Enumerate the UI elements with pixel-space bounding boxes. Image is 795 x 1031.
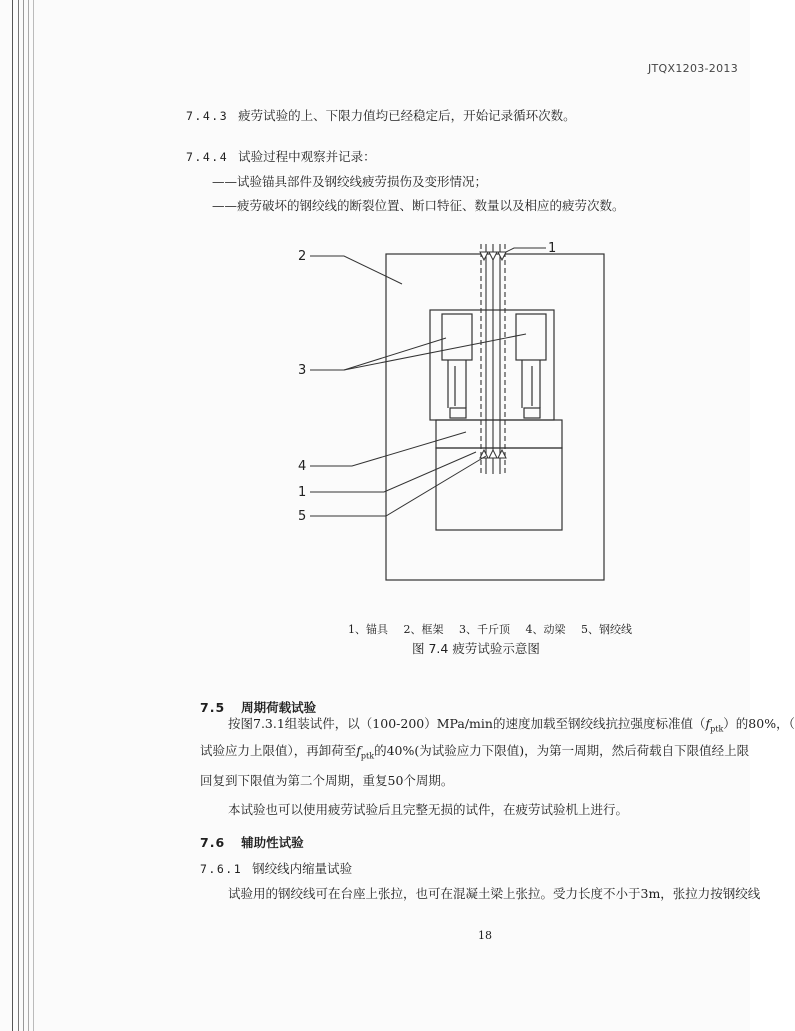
figure-caption: 图 7.4 疲劳试验示意图 [412,641,540,656]
clause-number: 7.4.3 [186,109,229,123]
section-number: 7.5 [200,700,226,715]
right-jack-base [524,408,540,418]
paragraph-line: 试验用的钢绞线可在台座上张拉，也可在混凝土梁上张拉。受力长度不小于3m，张拉力按钢绞线 [228,886,761,901]
figure-legend [348,621,644,637]
clause-7-4-3 [186,106,576,124]
page-stack-edges [0,0,40,1031]
legend-item: 2、框架 [403,623,444,636]
left-jack-cylinder [442,314,472,360]
dynamic-beam [436,420,562,448]
clause-7-4-4 [186,147,376,165]
callout-4: 4 [298,459,307,474]
legend-item: 5、钢绞线 [581,623,632,636]
section-title: 辅助性试验 [241,835,304,850]
lower-box [436,448,562,530]
legend-item: 3、千斤顶 [459,623,510,636]
observation-item-2: ——疲劳破坏的钢绞线的断裂位置、断口特征、数量以及相应的疲劳次数。 [212,198,625,213]
callout-1: 1 [298,485,307,500]
section-7-6-heading [200,833,304,851]
clause-number: 7.4.4 [186,150,229,164]
clause-7-6-1 [200,859,352,877]
right-jack-cylinder [516,314,546,360]
paragraph-line: 试验应力上限值），再卸荷至$f_{ptk}$的40%(为试验应力下限值)，为第一周期，然后荷载自下限值经上限 [200,743,750,761]
clause-text: 试验过程中观察并记录： [238,149,376,164]
clause-text: 疲劳试验的上、下限力值均已经稳定后，开始记录循环次数。 [238,108,576,123]
inner-frame [430,310,554,420]
document-id: JTQX1203-2013 [647,62,738,75]
callout-1-top: 1 [548,241,557,256]
observation-item-1: ——试验锚具部件及钢绞线疲劳损伤及变形情况； [212,174,488,189]
fatigue-test-diagram [280,238,620,598]
page-number: 18 [478,929,492,942]
paragraph-line: 回复到下限值为第二个周期，重复50个周期。 [200,773,454,788]
paragraph-line: 按图7.3.1组装试件，以（100-200）MPa/min的速度加载至钢绞线抗拉强度标准值$(f_{ptk})$的80%，（ [228,716,795,734]
clause-number: 7.6.1 [200,862,243,876]
callout-5: 5 [298,509,307,524]
clause-text: 钢绞线内缩量试验 [252,861,353,876]
callout-2: 2 [298,249,307,264]
legend-item: 4、动梁 [525,623,566,636]
section-number: 7.6 [200,835,226,850]
section-title: 周期荷载试验 [241,700,317,715]
callout-3: 3 [298,363,307,378]
left-jack-base [450,408,466,418]
paragraph-line: 本试验也可以使用疲劳试验后且完整无损的试件，在疲劳试验机上进行。 [228,802,629,817]
frame [386,254,604,580]
legend-item: 1、锚具 [348,623,388,636]
